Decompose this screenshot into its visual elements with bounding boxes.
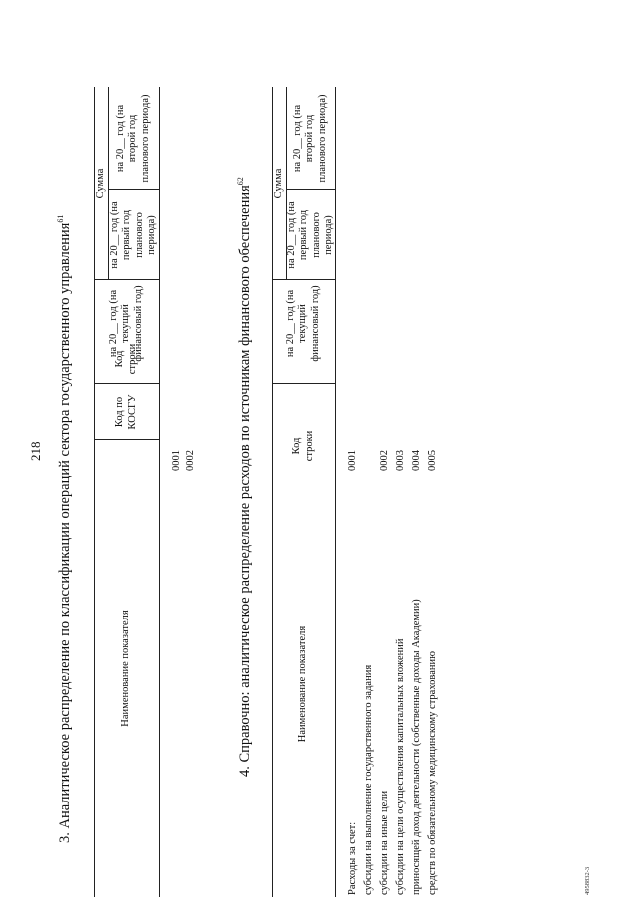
section3-header-name: Наименование показателя [120, 610, 132, 727]
section4-title [236, 177, 254, 777]
section3-header-year-first: на 20__ год (на первый год планового периода) [108, 201, 157, 269]
section3-row-code: 0001 [171, 450, 182, 471]
section4-row-label: Расходы за счет: [347, 821, 358, 895]
section4-row-label: субсидии на выполнение государственного задания [363, 664, 374, 895]
section4-row-label: приносящей доход деятельности (собственные доходы Академии) [411, 599, 422, 895]
section3-title [56, 215, 74, 843]
page-number: 218 [28, 441, 43, 461]
section3-header-sum: Сумма [94, 168, 106, 199]
section4-header-year-first: на 20__ год (на первый год планового периода) [285, 201, 334, 269]
section3-footnote: 61 [56, 214, 65, 223]
section4-header-year-current: на 20__ год (на текущий финансовый год) [284, 285, 321, 362]
section4-header-year-second: на 20__ год (на второй год планового периода) [291, 94, 328, 183]
section3-header-line-code: Код строки [114, 343, 138, 375]
section3-header-year-second: на 20__ год (на второй год планового периода) [114, 94, 151, 183]
section4-row-label: субсидии на иные цели [379, 790, 390, 895]
section4-row-code: 0002 [379, 450, 390, 471]
section4-footnote: 62 [236, 177, 245, 186]
section4-title-text: 4. Справочно: аналитическое распределение расходов по источникам финансового обеспечения [236, 185, 253, 777]
section4-row-code: 0004 [411, 450, 422, 471]
section4-header-line-code: Код строки [291, 430, 315, 462]
section4-row-code: 0003 [395, 450, 406, 471]
section3-header-year-current: на 20__ год (на текущий финансовый год) [107, 285, 144, 362]
section4-row-label: субсидии на цели осуществления капитальных вложений [395, 638, 406, 895]
section4-header-sum: Сумма [272, 168, 284, 199]
section4-header-name: Наименование показателя [297, 625, 309, 743]
section3-row-code: 0002 [185, 450, 196, 471]
footer-code: 4958832-3 [584, 866, 591, 895]
section4-row-code: 0005 [427, 450, 438, 471]
section3-header-kosgu: Код по КОСГУ [114, 394, 138, 430]
section4-row-code: 0001 [347, 450, 358, 471]
section4-row-label: средств по обязательному медицинскому страхованию [427, 651, 438, 895]
section3-title-text: 3. Аналитическое распределение по классификации операций сектора государственного управления [56, 222, 73, 843]
